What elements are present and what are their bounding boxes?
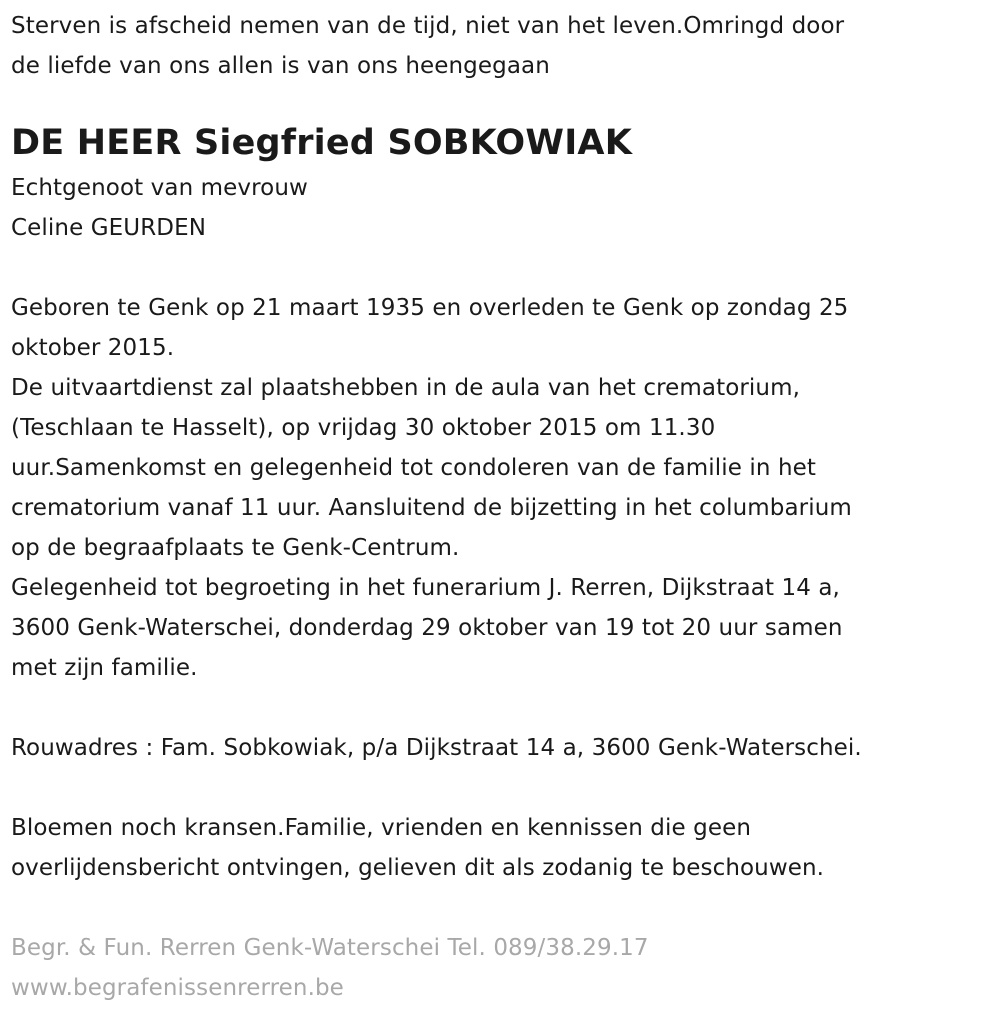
deceased-name: DE HEER Siegfried SOBKOWIAK [11,123,633,163]
details-line-2: oktober 2015. [11,335,175,361]
funeral-home-footer [11,928,1000,1008]
details-line-8: Gelegenheid tot begroeting in het funerarium J. Rerren, Dijkstraat 14 a, [11,575,840,601]
intro-quote [11,6,1000,86]
service-details [11,288,1000,688]
spacer [11,248,1000,288]
flowers-notice [11,808,1000,888]
details-line-6: crematorium vanaf 11 uur. Aansluitend de bijzetting in het columbarium [11,495,852,521]
details-line-7: op de begraafplaats te Genk-Centrum. [11,535,460,561]
intro-line-1: Sterven is afscheid nemen van de tijd, niet van het leven.Omringd door [11,13,845,39]
spacer [11,888,1000,928]
spacer [11,768,1000,808]
flowers-line-1: Bloemen noch kransen.Familie, vrienden en kennissen die geen [11,815,752,841]
details-line-10: met zijn familie. [11,655,198,681]
details-line-9: 3600 Genk-Waterschei, donderdag 29 oktober van 19 tot 20 uur samen [11,615,843,641]
spouse-line-2: Celine GEURDEN [11,215,207,241]
spouse-line-1: Echtgenoot van mevrouw [11,175,308,201]
details-line-5: uur.Samenkomst en gelegenheid tot condoleren van de familie in het [11,455,817,481]
funeral-home-website[interactable]: www.begrafenissenrerren.be [11,975,344,1001]
mourning-address: Rouwadres : Fam. Sobkowiak, p/a Dijkstraat 14 a, 3600 Genk-Waterschei. [11,735,862,761]
details-line-4: (Teschlaan te Hasselt), op vrijdag 30 oktober 2015 om 11.30 [11,415,716,441]
intro-line-2: de liefde van ons allen is van ons heengegaan [11,53,550,79]
spacer [11,688,1000,728]
details-line-3: De uitvaartdienst zal plaatshebben in de aula van het crematorium, [11,375,801,401]
spouse-info [11,168,1000,248]
funeral-home-contact: Begr. & Fun. Rerren Genk-Waterschei Tel. 089/38.29.17 [11,935,649,961]
details-line-1: Geboren te Genk op 21 maart 1935 en overleden te Genk op zondag 25 [11,295,849,321]
flowers-line-2: overlijdensbericht ontvingen, gelieven dit als zodanig te beschouwen. [11,855,825,881]
